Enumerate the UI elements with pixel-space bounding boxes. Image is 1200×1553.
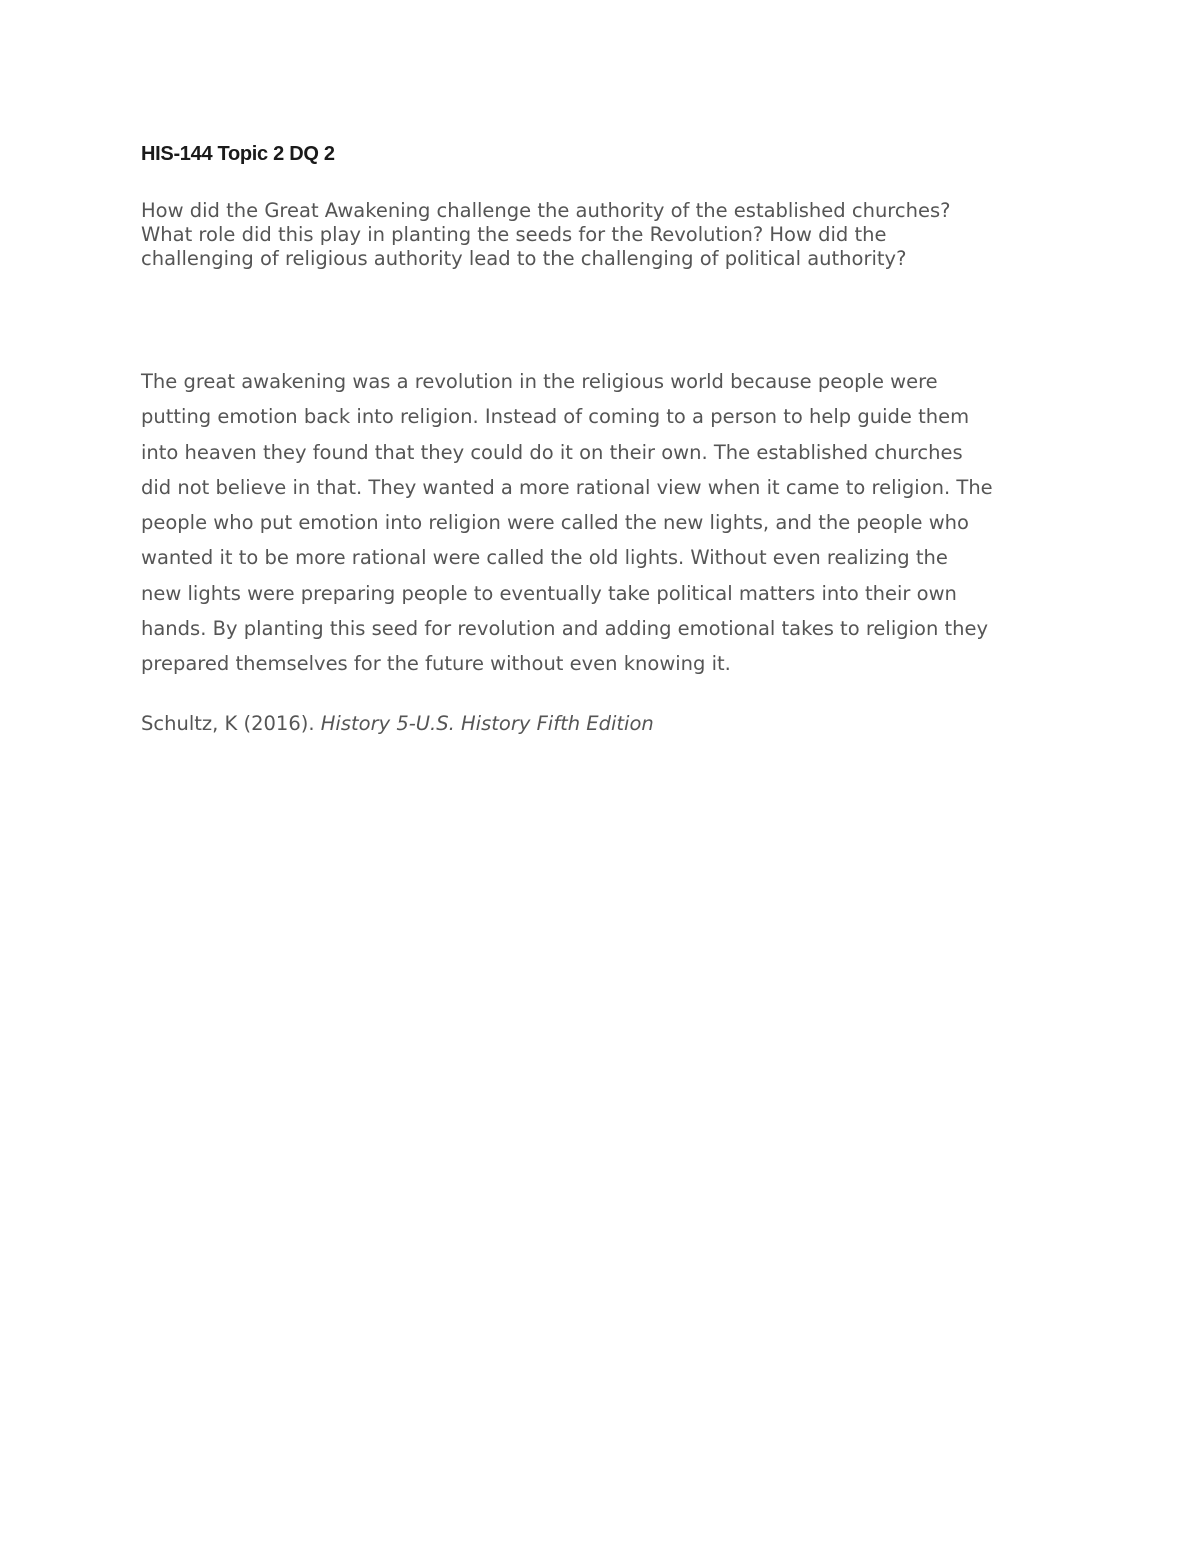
answer-line: did not believe in that. They wanted a more rational view when it came to religion. The — [141, 475, 993, 499]
document-title: HIS-144 Topic 2 DQ 2 — [141, 143, 335, 165]
answer-line: putting emotion back into religion. Instead of coming to a person to help guide them — [141, 405, 970, 429]
citation-work-title: History 5-U.S. History Fifth Edition — [320, 712, 654, 735]
answer-line: into heaven they found that they could do it on their own. The established churches — [141, 440, 963, 464]
answer-paragraph — [141, 364, 1081, 682]
answer-line: prepared themselves for the future without even knowing it. — [141, 652, 731, 676]
question-line: How did the Great Awakening challenge the authority of the established churches? — [141, 199, 951, 222]
answer-line: hands. By planting this seed for revolution and adding emotional takes to religion they — [141, 617, 989, 641]
answer-line: wanted it to be more rational were called the old lights. Without even realizing the — [141, 546, 948, 570]
answer-line: new lights were preparing people to eventually take political matters into their own — [141, 581, 957, 605]
citation-author-year: Schultz, K (2016). — [141, 712, 321, 735]
reference-citation — [141, 710, 654, 738]
discussion-question — [141, 199, 1061, 271]
answer-line: people who put emotion into religion were called the new lights, and the people who — [141, 511, 969, 535]
answer-line: The great awakening was a revolution in the religious world because people were — [141, 370, 938, 393]
question-line: What role did this play in planting the seeds for the Revolution? How did the — [141, 223, 887, 246]
question-line: challenging of religious authority lead to the challenging of political authority? — [141, 247, 907, 270]
